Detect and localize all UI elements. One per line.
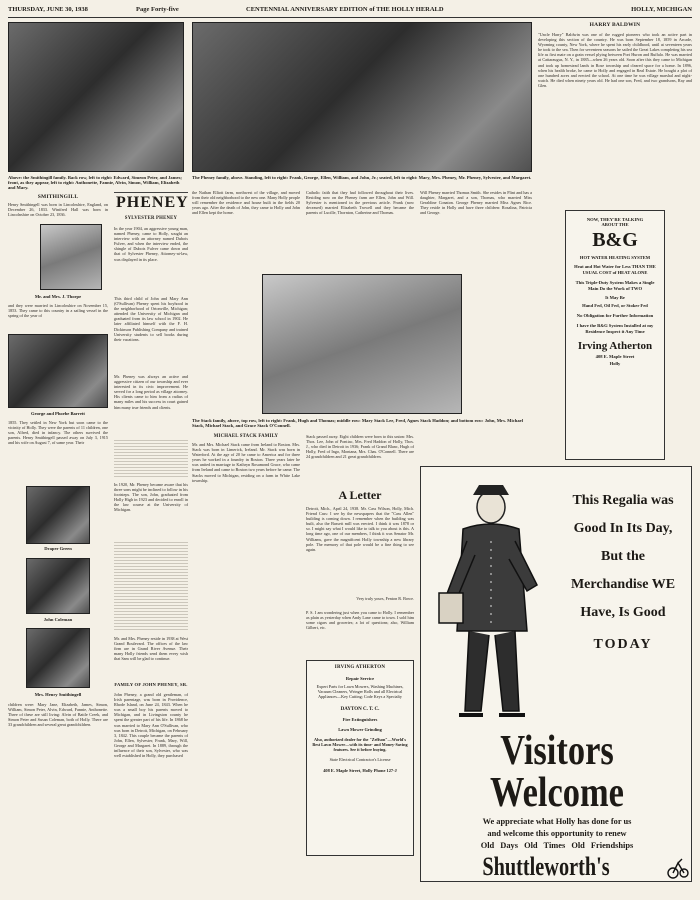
text-block [114, 540, 188, 632]
visitors-heading: Visitors [500, 728, 614, 774]
letter-signature: Very truly yours, Fenton R. Bowe. [356, 596, 414, 601]
smithingill-text: Henry Smithingell was born in Lincolnshire, England, on December 26, 1833. Winifred Hall was born in Lincolnshire on October 23, 1836. [8, 202, 108, 218]
letter-postscript: P. S. I am wondering just when you came to Holly. I remember as plain as yesterday when Andy Lane came to town. I sold him some cigars and groceries; a lot of questions; also, William Gilbert, etc. [306, 610, 414, 631]
stack-family-photo [262, 274, 462, 414]
thorpe-text: and they were married in Lincolnshire on November 15, 1853. They came to this country in a sailing vessel in the spring of the year of [8, 303, 108, 319]
ad-line: ABOUT THE [601, 222, 629, 227]
coleman-caption: John Coleman [43, 617, 73, 622]
ad-name: Irving Atherton [577, 340, 653, 352]
coleman-photo [26, 558, 90, 614]
ad-line: It May Be [605, 295, 625, 300]
ad-line: State Electrical Contractor's License [329, 757, 391, 763]
ad-subline: and welcome this opportunity to renew [487, 829, 627, 838]
header-date: THURSDAY, JUNE 30, 1938 [8, 6, 88, 13]
pheney-col3: Will Pheney married Thomas Smith. She resides in Flint and has a daughter, Margaret, and a son, Thomas, who married Miss Geraldine Conaton. George Pheney married Miss Agnes Rice. They reside in Holly and have three children: Rosalina, Patricia and George. [420, 190, 532, 216]
ad-town: Holly [609, 361, 621, 366]
ad-line: Also, authorized dealer for the "Zeffson"—World's Best Lawn Mower—with its time- and Money-Saving features. See it before buying. [312, 736, 408, 753]
pheney-paragraph: This third child of John and Mary Ann (O'Sullivan) Pheney spent his boyhood in the neighborhood of Ortonville, Michigan; attended the University of Michigan and graduated from its law school in 1902. He later affiliated himself with the F. H. Dickinson Publishing Company and trained University students to sell books during their vacations. [114, 296, 188, 342]
pheney-col2: Catholic faith that they had followed throughout their lives. Residing now on the Pheney farm are Ellen, John and Will. Sylvester is mentioned in the previous article. Frank (now deceased) married Elizabeth Trowell and they became the parents of Lucille, Thornton, Catherine and Thomas. [306, 190, 414, 216]
ad-line: But the [601, 549, 645, 564]
thorpe-caption: Mr. and Mrs. J. Thorpe [34, 294, 82, 299]
ad-dealer: DAYTON C. T. C. [340, 706, 380, 712]
ad-address: 408 E. Maple Street, Holly Phone 127-J [323, 768, 397, 774]
irving-atherton-service-ad [306, 660, 414, 856]
page-header [8, 4, 692, 18]
ad-line: Repair Service [345, 676, 375, 681]
ad-subline: We appreciate what Holly has done for us [482, 817, 632, 826]
welcome-heading: Welcome [490, 770, 624, 816]
rule [114, 192, 188, 193]
mailman-illustration-icon [429, 481, 549, 726]
ad-name: IRVING ATHERTON [334, 665, 386, 670]
green-caption: Draper Green [44, 546, 72, 551]
green-photo [26, 486, 90, 544]
ad-line: This Triple-Duty System Makes a Single Main Do the Work of TWO [575, 280, 655, 291]
sylvester-subhead: SYLVESTER PHENEY [124, 216, 178, 221]
ad-line: Lawn Mower Grinding [338, 726, 382, 732]
bg-logo: B&G [592, 229, 638, 251]
stack-heading: MICHAEL STACK FAMILY [213, 434, 279, 439]
ad-text-block [559, 487, 687, 659]
shuttleworths-ad [420, 466, 692, 882]
smithingill-heading: SMITHINGILL [37, 194, 79, 200]
smithingill-family-photo [8, 22, 184, 172]
ad-line: Have, Is Good [580, 605, 666, 620]
barrett-caption: George and Phoebe Barrett [31, 411, 85, 416]
ad-line: No Obligation for Further Information [576, 313, 654, 318]
ad-line: Expert Parts for Lawn Mowers, Washing Machines, Vacuum Cleaners, Wringer Rolls and all Electrical Appliances—Key Cutting; Code Keys a Specialty [316, 684, 404, 700]
pheney-family-caption: The Pheney family, above. Standing, left to right: Frank, George, Ellen, William, and John, Jr.; seated, left to right: Mary, Mrs. Pheney, Mr. Pheney, Sylvester, and Margaret. [192, 175, 532, 180]
ad-line: HOT WATER HEATING SYSTEM [579, 255, 651, 260]
stack-col2: Stack passed away. Eight children were born to this union: Mrs. Thos. Lee, John of Pontiac, Mrs. Fred Haddon of Holly, Thos. J., who died in Detroit in 1936; Frank of Grand Blanc, Hugh of Holly, Fred of Ingo, Montana, Mrs. Chas. O'Connell. There are 24 grandchildren and 21 great grandchildren. [306, 434, 414, 460]
ad-line: NOW, THEY'RE TALKING [586, 217, 644, 222]
header-page: Page Forty-five [136, 6, 179, 13]
thorpe-photo [40, 224, 102, 290]
ad-line: Merchandise WE [570, 577, 676, 592]
ad-line: Heat and Hot Water for Less THAN THE USUAL COST of HEAT ALONE [574, 264, 656, 275]
ad-line: TODAY [593, 637, 653, 652]
ad-subline: Old Days Old Times Old Friendships [480, 841, 634, 850]
ad-line: Good In Its Day, [573, 521, 673, 536]
letter-text: Detroit, Mich., April 24, 1938. Mr. Cass Wilson, Holly, Mich. Friend Cass: I see by the newspapers that the "Cass Allen" building is coming down. I remember when the building was built, also the Bassett mill was erected. I think it was 1878 or so. I might say what I would like to talk to you about is this. A long time ago, one of our members, I think it was Senator Mr. Williams, gave the magnificent Holly township a new library pole. The memory of that pole would be a fine thing to see again. [306, 506, 414, 552]
barrett-text: 1855. They settled in New York but soon came to the vicinity of Holly. They were the parents of 11 children, one son, Alfred, died in infancy. The others survived the parents. Henry Smithingell passed away on July 3, 1915 and his wife on August 7, of same year. Their [8, 420, 108, 446]
family-of-john-pheney-heading: FAMILY OF JOHN PHENEY, SR. [114, 682, 188, 687]
baldwin-text: "Uncle Harry" Baldwin was one of the rugged pioneers who took an active part in developing this section of the country. He was born September 18, 1859 in Arcade, Wyoming county, New York, where he spent his early childhood, until at seventeen years he took to the sea. Then for seventeen seasons he sailed the Great Lakes completing his sea life as first mate on a grain vessel plying between Port Huron and Buffalo. He was married at Cattaraugus, N. Y., in 1885—when 26 years old. Soon after this they came to Michigan and took up homestead lands in Rose township and cleared space for a home. In 1896, when his health broke, he came to Holly and engaged in Real Estate. He bought a plot of one hundred acres and erected the school. At one time he was village marshal and night-watch. He died when ninety years old. He had one son, Fred, and two grandsons, Ray and Glen. [538, 32, 692, 88]
family-of-john-pheney-text: John Pheney, a grand old gentleman, of Irish parentage, was born in Providence, Rhode Island, on June 24, 1843. When he was a small boy his parents moved to Michigan, and in Livingston county he spent the greater part of his life. In 1868 he was married to Mary Ann O'Sullivan, who was born in Detroit, Michigan, on February 3, 1842. This couple became the parents of John, Ellen, Sylvester, Frank, Mary, Will, George and Margaret. In 1889, through the influence of their son, Sylvester, who was well established in Holly, they purchased [114, 692, 188, 759]
shuttleworth-brand: Shuttleworth's [482, 852, 610, 881]
smithingill-family-caption: Above: the Smithingill family. Back row, left to right: Edward, Simeon Peter, and James; front, as they appear, left to right: Anthonette, Fannie, Alvin, Simon, William, Elizabeth and Mary. [8, 175, 182, 191]
bicycle-icon [667, 853, 689, 879]
ad-line: Fire Extinguishers [342, 716, 378, 722]
pheney-family-photo [192, 22, 532, 172]
barrett-photo [8, 334, 108, 408]
bg-heating-ad [565, 210, 665, 460]
header-edition: CENTENNIAL ANNIVERSARY EDITION of THE HOLLY HERALD [246, 6, 444, 13]
ad-line: I have the B&G System Installed at my Residence Inspect it Any Time [576, 323, 654, 334]
baldwin-heading: HARRY BALDWIN [589, 22, 641, 28]
ad-address: 408 E. Maple Street [595, 354, 635, 359]
stack-col1: Mr. and Mrs. Michael Stack came from Ireland to Boston. Mrs. Stack was born in Limerick, Ireland. Mr. Stack was born in Waterford. At the age of 20 he came to America and for three years he worked in a foundry in Boston. Three years later he was united in marriage to Kathryn Rosamond Grace, who came from Ireland and came to Boston two years before he came. The Stacks moved to Michigan, residing on a farm in White Lake township. [192, 442, 300, 483]
pheney-paragraph: In the year 1904, an aggressive young man, named Pheney, came to Holly, sought an interview with an attorney named Dubois Fulver, and when the interview ended, the shingle of Dubois Fulver came down and that of Sylvester Pheney, Attorney-at-law, was displayed in its place. [114, 226, 188, 262]
pheney-title: PHENEY [116, 194, 189, 211]
pheney-col1: the Nathan Elliott farm, northwest of the village, and moved from their old neighborhood to the new one. Many Holly people will remember the residence and house built in the fields 20 years ago. After the death of John, they came to Holly and John and Ellen kept the home. [192, 190, 300, 216]
pheney-paragraph: Mr. and Mrs. Pheney reside in 1938 at West Grand Boulevard. The offices of the law firm are in Grand River Avenue. Their many Holly friends send them every wish that Sam will be glad to continue. [114, 636, 188, 662]
ad-line: This Regalia was [572, 493, 674, 508]
ad-line: Hand Fed, Oil Fed, or Stoker Fed [582, 303, 648, 308]
pheney-paragraph: In 1920, Mr. Pheney became aware that his three sons might be inclined to follow in his footsteps. The son, John, graduated from Holly High in 1923 and decided to enroll in the law course at the University of Michigan. [114, 482, 188, 513]
letter-heading: A Letter [338, 488, 382, 502]
header-place: HOLLY, MICHIGAN [631, 6, 692, 13]
children-text: children were: Mary Jane, Elizabeth, James, Simon, William, Simon Peter, Alvin, Edward, Fannie, Anthonette. Three of these are still living: Alvin of Battle Creek, and Simon Peter and Susan Coleman, both of Holly. There are 33 grandchildren and several great grandchildren. [8, 702, 108, 728]
text-block [114, 438, 188, 478]
mrs-smithingill-caption: Mrs. Henry Smithingell [34, 692, 82, 697]
stack-family-caption: The Stack family, above, top row, left to right: Frank, Hugh and Thomas; middle row: Mary Stack Lee, Fred, Agnes Stack Haddon; and bottom row: John, Mrs. Michael Stack, Michael Stack, and Grace Stack O'Connell. [192, 418, 523, 429]
mrs-smithingill-photo [26, 628, 90, 688]
pheney-paragraph: Mr. Pheney was always an active and aggressive citizen of our township and ever interested in its civic improvement. He served for a long period as village attorney. His clients came to him from a radius of many miles and his success in court gained him many true friends and clients. [114, 374, 188, 410]
